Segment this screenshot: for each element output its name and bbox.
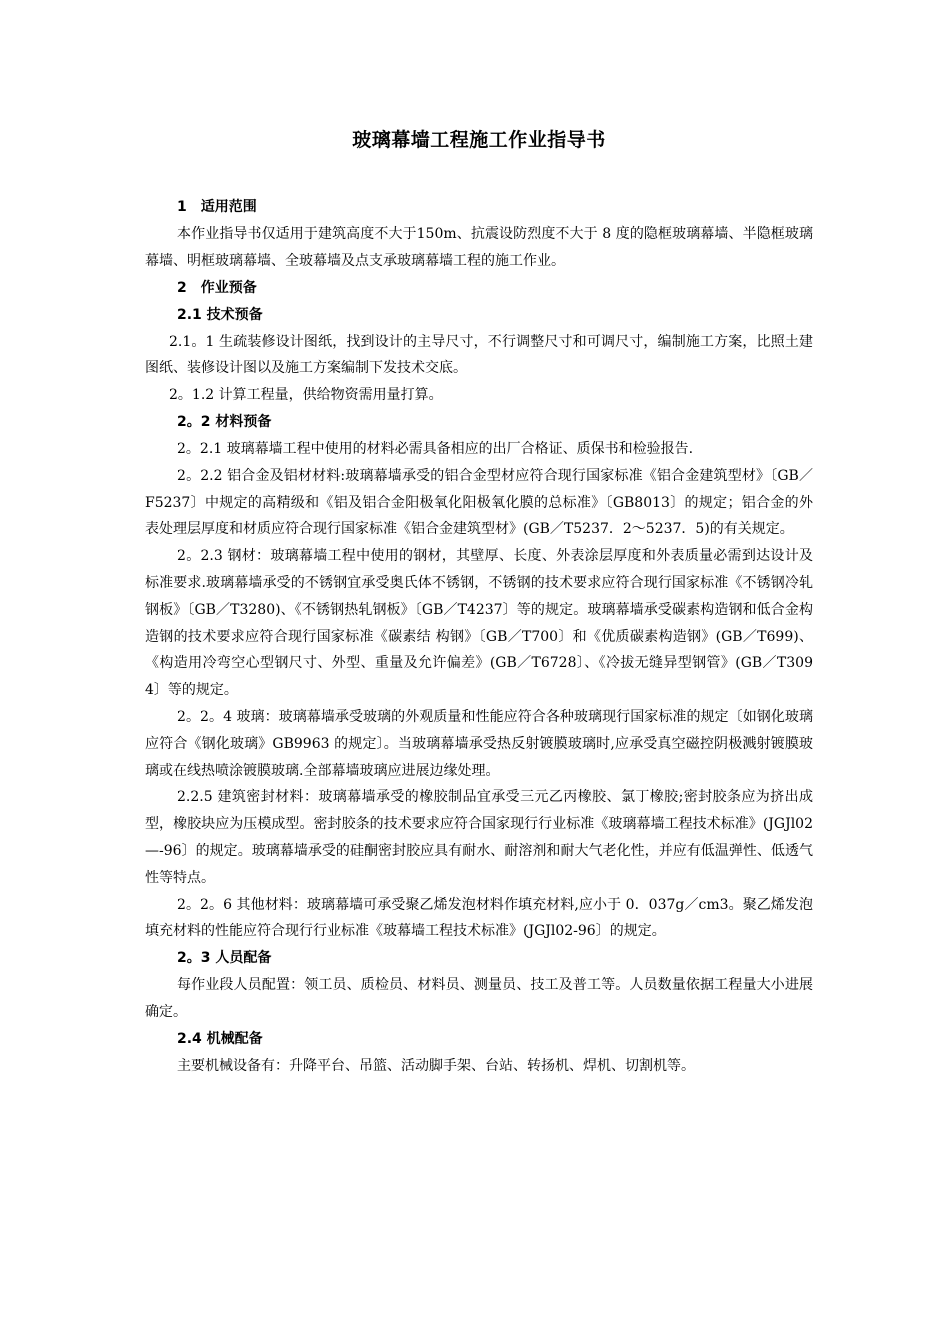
paragraph-technical-2-1-1: 2.1。1 生疏装修设计图纸，找到设计的主导尺寸，不行调整尺寸和可调尺寸，编制施工方案，比照土建图纸、装修设计图以及施工方案编制下发技术交底。 xyxy=(145,333,813,377)
paragraph-materials-2-2-5: 2.2.5 建筑密封材料：玻璃幕墙承受的橡胶制品宜承受三元乙丙橡胶、氯丁橡胶;密封胶条应为挤出成型，橡胶块应为压模成型。密封胶条的技术要求应符合国家现行行业标准《玻璃幕墙工程技术标准》(JGJl02—-96〕的规定。玻璃幕墙承受的硅酮密封胶应具有耐水、耐溶剂和耐大气老化性，并应有低温弹性、低透气性等特点。 xyxy=(145,789,813,886)
subsection-heading-technical: 2.1 技术预备 xyxy=(177,306,263,323)
paragraph-materials-2-2-3: 2。2.3 钢材：玻璃幕墙工程中使用的钢材，其壁厚、长度、外表涂层厚度和外表质量必需到达设计及标准要求.玻璃幕墙承受的不锈钢宜承受奥氏体不锈钢，不锈钢的技术要求应符合现行国家标准《不锈钢冷轧钢板》〔GB／T3280)、《不锈钢热轧钢板》〔GB／T4237〕等的规定。玻璃幕墙承受碳素构造钢和低合金构造钢的技术要求应符合现行国家标准《碳素结 构钢》〔GB／T700〕和《优质碳素构造钢》(GB／T699)、《构造用冷弯空心型钢尺寸、外型、重量及允许偏差》(GB／T6728〕、《冷拔无缝异型钢管》(GB／T3094〕等的规定。 xyxy=(145,548,813,699)
paragraph-materials-2-2-2: 2。2.2 铝合金及铝材材料:玻璃幕墙承受的铝合金型材应符合现行国家标准《铝合金建筑型材》〔GB／F5237〕中规定的高精级和《铝及铝合金阳极氧化阳极氧化膜的总标准》〔GB8013〕的规定；铝合金的外表处理层厚度和材质应符合现行国家标准《铝合金建筑型材》(GB／T5237．2～5237．5)的有关规定。 xyxy=(145,467,813,538)
subsection-heading-personnel: 2。3 人员配备 xyxy=(177,950,272,967)
paragraph-materials-2-2-6: 2。2。6 其他材料：玻璃幕墙可承受聚乙烯发泡材料作填充材料,应小于 0．037g／cm3。聚乙烯发泡填充材料的性能应符合现行行业标准《玻幕墙工程技术标准》(JGJl02-96〕的规定。 xyxy=(145,896,813,940)
document-title: 玻璃幕墙工程施工作业指导书 xyxy=(352,129,606,151)
paragraph-machinery: 主要机械设备有：升降平台、吊篮、活动脚手架、台站、转扬机、焊机、切割机等。 xyxy=(177,1057,695,1074)
section-heading-scope: 1 适用范围 xyxy=(177,199,257,215)
paragraph-materials-2-2-4: 2。2。4 玻璃：玻璃幕墙承受玻璃的外观质量和性能应符合各种玻璃现行国家标准的规定〔如钢化玻璃应符合《钢化玻璃》GB9963 的规定〕。当玻璃幕墙承受热反射镀膜玻璃时,应承受真空磁控阴极溅射镀膜玻璃或在线热喷涂镀膜玻璃.全部幕墙玻璃应进展边缘处理。 xyxy=(145,708,813,779)
paragraph-personnel: 每作业段人员配置：领工员、质检员、材料员、测量员、技工及普工等。人员数量依据工程量大小进展确定。 xyxy=(145,977,813,1020)
paragraph-materials-2-2-1: 2。2.1 玻璃幕墙工程中使用的材料必需具备相应的出厂合格证、质保书和检验报告. xyxy=(177,440,694,457)
subsection-heading-machinery: 2.4 机械配备 xyxy=(177,1030,263,1047)
section-heading-preparation: 2 作业预备 xyxy=(177,279,257,296)
paragraph-technical-2-1-2: 2。1.2 计算工程量，供给物资需用量打算。 xyxy=(169,387,443,404)
paragraph-scope: 本作业指导书仅适用于建筑高度不大于150m、抗震设防烈度不大于 8 度的隐框玻璃幕墙、半隐框玻璃幕墙、明框玻璃幕墙、全玻幕墙及点支承玻璃幕墙工程的施工作业。 xyxy=(145,226,813,269)
subsection-heading-materials: 2。2 材料预备 xyxy=(177,413,272,430)
document-page xyxy=(145,120,813,1080)
